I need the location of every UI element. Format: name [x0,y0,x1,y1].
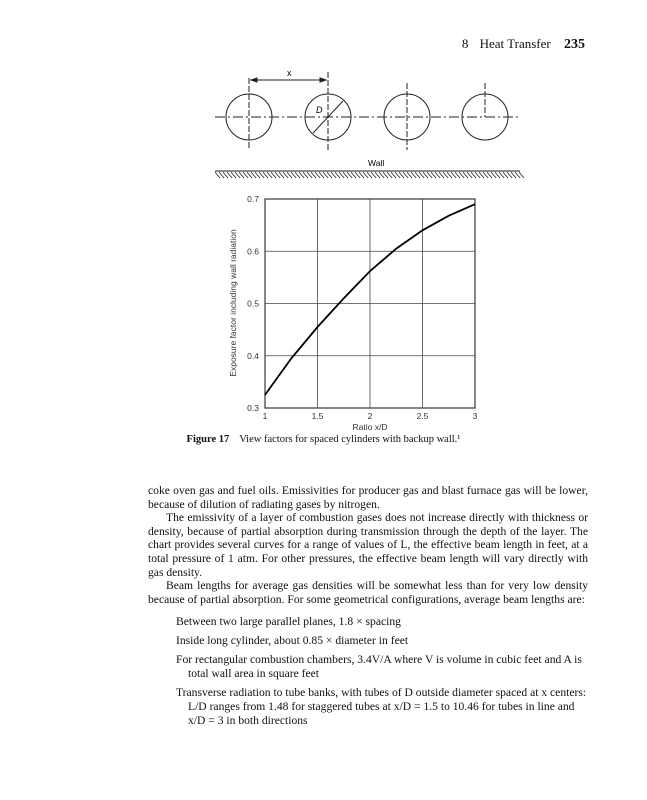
y-tick-label: 0.3 [247,403,259,413]
wall-hatch [215,172,524,178]
body-text [148,484,588,606]
list-item: For rectangular combustion chambers, 3.4V/A where V is volume in cubic feet and A is total wall area in square feet [176,653,582,681]
list-item: Transverse radiation to tube banks, with tubes of D outside diameter spaced at x centers: L/D ranges from 1.48 for staggered tubes at x/D = 1.5 to 10.46 for tubes in line and x/D = 3 in both directions [176,686,587,728]
x-tick-label: 2 [367,411,373,421]
list-item: Between two large parallel planes, 1.8 × spacing [176,615,401,629]
text-flow [148,484,588,733]
y-tick-label: 0.6 [247,246,259,257]
paragraph: coke oven gas and fuel oils. Emissivities for producer gas and blast furnace gas will be lower, because of dilution of radiating gases by nitrogen. [148,484,588,511]
figure-label: Figure 17 [186,434,230,445]
diameter-label: D [316,105,323,115]
chapter-number: 8 [461,36,469,51]
paragraph: Beam lengths for average gas densities will be somewhat less than for very low density because of partial absorption. For some geometrical configurations, average beam lengths are: [148,579,588,606]
y-tick-label: 0.5 [247,298,259,309]
x-tick-label: 3 [472,411,478,421]
chart [247,194,477,421]
wall-label: Wall [368,158,385,168]
y-axis-label: Exposure factor including wall radiation [228,229,238,377]
spacing-label: x [287,68,292,78]
list-item: Inside long cylinder, about 0.85 × diameter in feet [176,634,409,648]
x-tick-label: 2.5 [416,411,429,421]
y-tick-label: 0.7 [247,194,259,204]
figure-caption [0,434,647,446]
y-tick-label: 0.4 [247,350,259,361]
caption-text: View factors for spaced cylinders with backup wall.¹ [239,434,461,445]
beam-length-list [176,615,588,728]
paragraph: The emissivity of a layer of combustion gases does not increase directly with thickness or density, because of partial absorption during transmission through the depth of the layer. The chart provides several curves for a range of values of L, the effective beam length in feet, at a total pressure of 1 atm. For other pressures, the effective beam length will vary directly with gas density. [148,511,588,579]
chapter-title: Heat Transfer [479,36,551,51]
page-number: 235 [564,37,585,52]
x-tick-label: 1 [262,411,268,421]
x-axis-label: Ratio x/D [352,422,388,432]
x-tick-label: 1.5 [311,411,324,421]
